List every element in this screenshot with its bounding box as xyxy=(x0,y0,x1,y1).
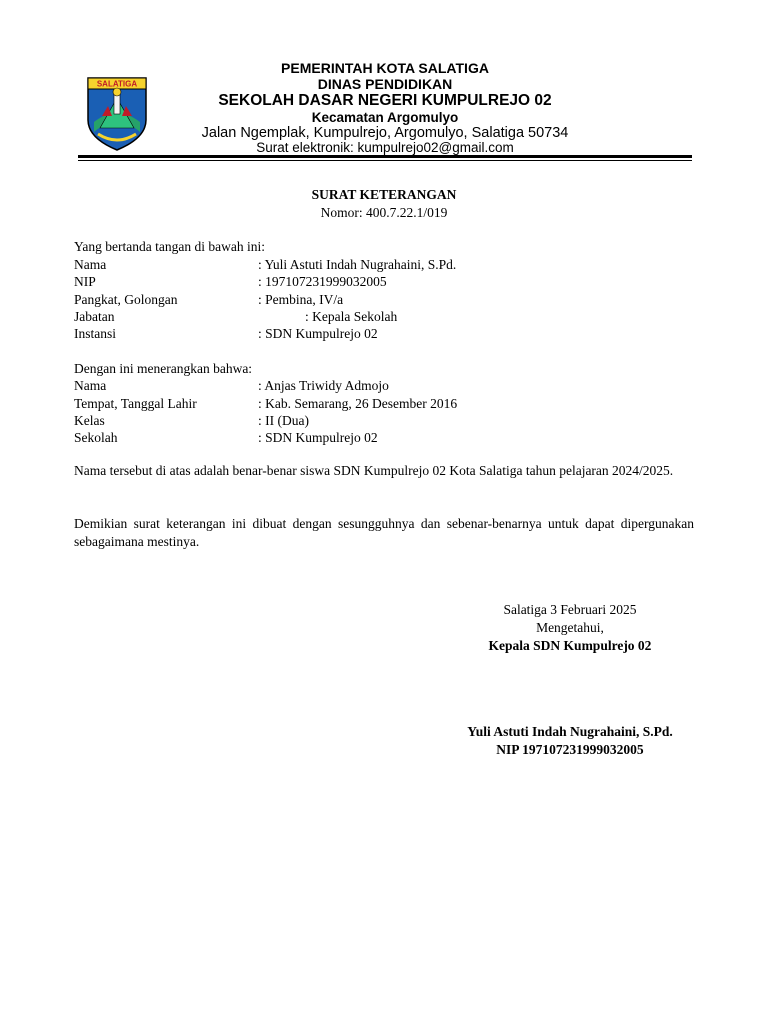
signatory-nip-label: NIP xyxy=(74,274,96,289)
signatory-rank-label: Pangkat, Golongan xyxy=(74,292,178,307)
letter-number: Nomor: 400.7.22.1/019 xyxy=(320,205,448,220)
student-class-value: : II (Dua) xyxy=(258,413,309,428)
signatory-institution-label: Instansi xyxy=(74,326,116,341)
letter-title: SURAT KETERANGAN xyxy=(311,187,457,202)
letterhead-department: DINAS PENDIDIKAN xyxy=(317,76,453,92)
signatory-name-value: : Yuli Astuti Indah Nugrahaini, S.Pd. xyxy=(258,257,457,272)
student-school-value: : SDN Kumpulrejo 02 xyxy=(258,430,378,445)
closing-paragraph: Demikian surat keterangan ini dibuat dengan sesungguhnya dan sebenar-benarnya untuk dapat dipergunakan sebagaimana mestinya. xyxy=(74,516,694,549)
salatiga-crest-logo xyxy=(86,76,148,152)
student-name-label: Nama xyxy=(74,378,107,393)
letterhead-divider-thin xyxy=(78,160,692,161)
letterhead-district: Kecamatan Argomulyo xyxy=(311,110,459,125)
signatory-name-label: Nama xyxy=(74,257,107,272)
statement-intro: Dengan ini menerangkan bahwa: xyxy=(74,361,253,376)
student-birth-label: Tempat, Tanggal Lahir xyxy=(74,396,197,411)
student-class-label: Kelas xyxy=(74,413,105,428)
letterhead-address: Jalan Ngemplak, Kumpulrejo, Argomulyo, Salatiga 50734 xyxy=(201,125,569,141)
letterhead-divider-thick xyxy=(78,155,692,158)
signature-position: Kepala SDN Kumpulrejo 02 xyxy=(488,638,652,653)
signature-nip: NIP 197107231999032005 xyxy=(496,742,644,757)
letterhead-email: Surat elektronik: kumpulrejo02@gmail.com xyxy=(256,140,514,155)
signatory-rank-value: : Pembina, IV/a xyxy=(258,292,344,307)
signatory-nip-value: : 197107231999032005 xyxy=(258,274,387,289)
signatory-position-label: Jabatan xyxy=(74,309,115,324)
student-school-label: Sekolah xyxy=(74,430,118,445)
student-name-value: : Anjas Triwidy Admojo xyxy=(258,378,389,393)
crest-label: SALATIGA xyxy=(96,79,138,89)
signature-place-date: Salatiga 3 Februari 2025 xyxy=(503,602,637,617)
signatory-intro: Yang bertanda tangan di bawah ini: xyxy=(74,239,265,254)
letterhead-school-name: SEKOLAH DASAR NEGERI KUMPULREJO 02 xyxy=(218,92,552,109)
statement-paragraph: Nama tersebut di atas adalah benar-benar siswa SDN Kumpulrejo 02 Kota Salatiga tahun pelajaran 2024/2025. xyxy=(74,463,674,478)
signature-name: Yuli Astuti Indah Nugrahaini, S.Pd. xyxy=(467,724,673,739)
signatory-position-value: : Kepala Sekolah xyxy=(305,309,398,324)
letterhead-government: PEMERINTAH KOTA SALATIGA xyxy=(281,60,489,76)
signature-acknowledged: Mengetahui, xyxy=(536,620,604,635)
student-birth-value: : Kab. Semarang, 26 Desember 2016 xyxy=(258,396,458,411)
signatory-institution-value: : SDN Kumpulrejo 02 xyxy=(258,326,378,341)
